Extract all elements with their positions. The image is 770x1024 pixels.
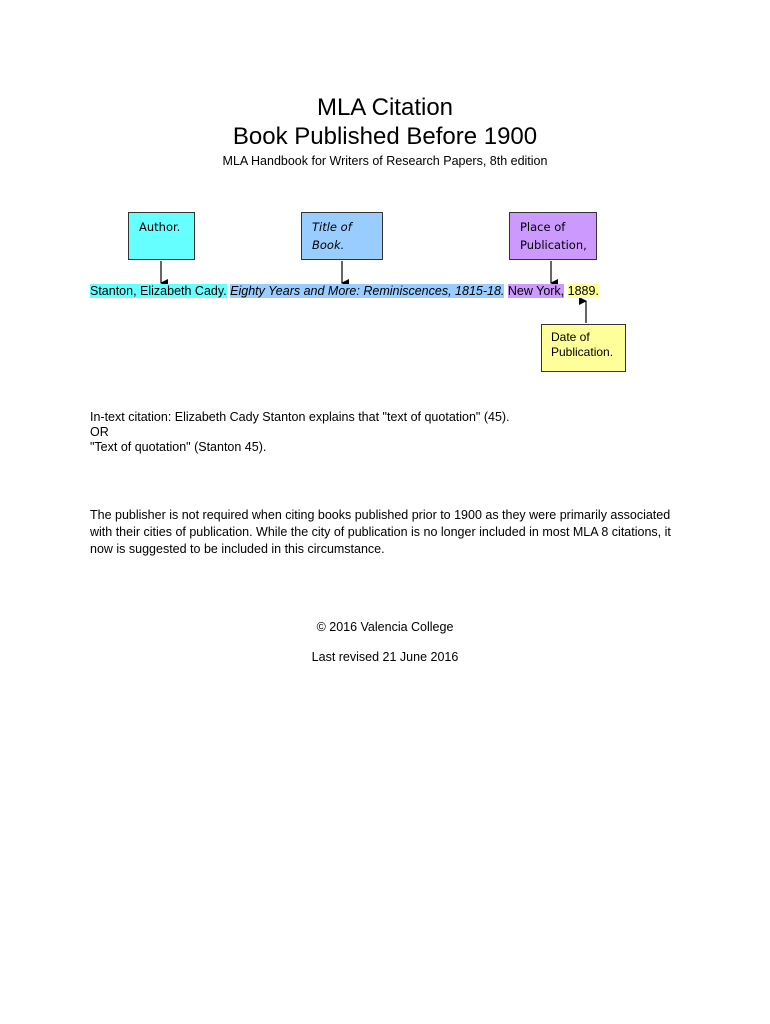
note-line-2: with their cities of publication. While the city of publication is no longer included in most MLA 8 citations, it (90, 525, 671, 539)
author-label: Author. (139, 220, 181, 234)
page-title-line-2: Book Published Before 1900 (232, 123, 538, 150)
note-line-1: The publisher is not required when citing books published prior to 1900 as they were primarily associated (90, 508, 671, 522)
page-title-line-1: MLA Citation (316, 94, 454, 121)
page-subtitle: MLA Handbook for Writers of Research Papers, 8th edition (222, 154, 548, 168)
in-text-citation (90, 410, 510, 455)
place-label-box (509, 212, 597, 260)
date-label-box (541, 324, 626, 372)
connector-arrows (0, 0, 770, 400)
note-line-3: now is suggested to be included in this circumstance. (90, 542, 385, 556)
in-text-line-2: OR (90, 425, 109, 439)
title-label: Title of Book. (312, 220, 352, 252)
revised-date-text: Last revised 21 June 2016 (311, 650, 459, 664)
citation-example (90, 283, 599, 299)
place-label-line-1: Place of (520, 220, 566, 234)
author-label-box (128, 212, 195, 260)
title-label-box (301, 212, 383, 260)
citation-date: 1889. (567, 284, 599, 298)
publisher-note (90, 507, 690, 558)
place-label-line-2: Publication, (520, 238, 587, 252)
date-label-line-2: Publication. (551, 345, 614, 359)
copyright-text: © 2016 Valencia College (316, 620, 454, 634)
citation-place: New York, (507, 284, 565, 298)
date-label-line-1: Date of (551, 330, 590, 344)
citation-author: Stanton, Elizabeth Cady. (90, 284, 227, 298)
in-text-line-3: "Text of quotation" (Stanton 45). (90, 440, 267, 454)
in-text-line-1: In-text citation: Elizabeth Cady Stanton explains that "text of quotation" (45). (90, 410, 510, 424)
citation-title: Eighty Years and More: Reminiscences, 1815-18. (230, 284, 505, 298)
